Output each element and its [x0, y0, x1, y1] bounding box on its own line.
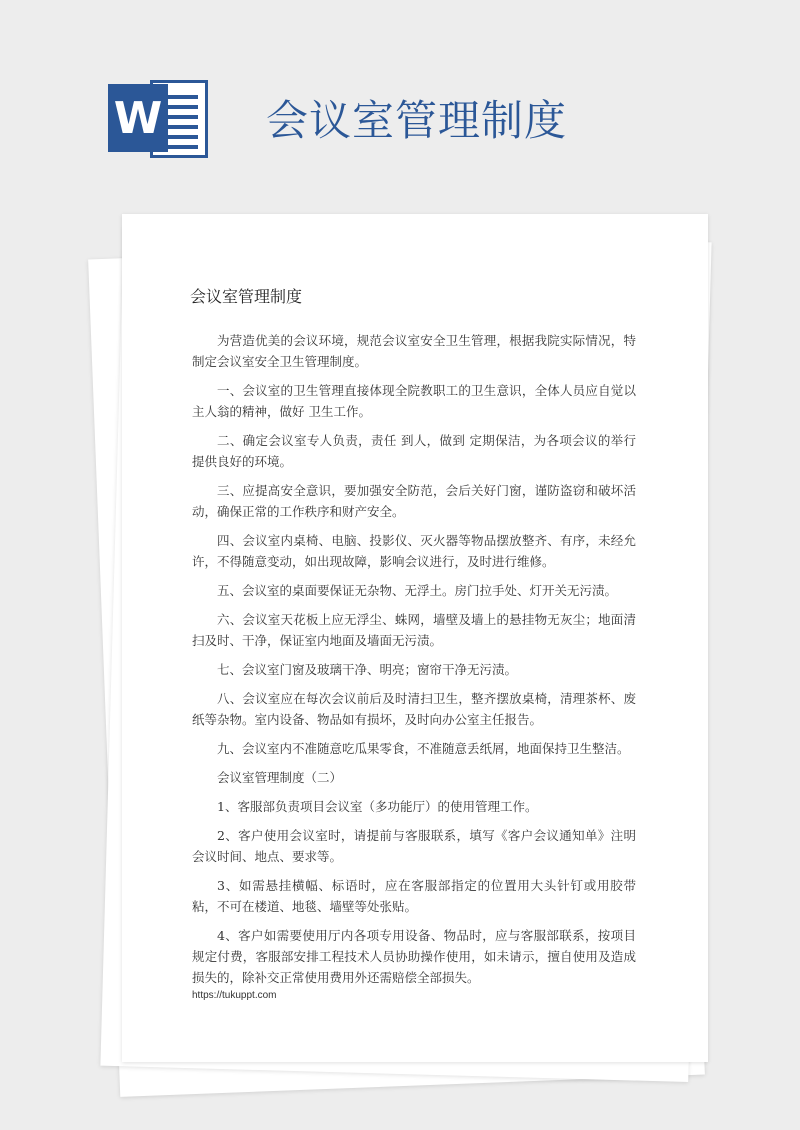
page-title: 会议室管理制度: [266, 96, 568, 145]
word-w-letter: W: [108, 84, 168, 152]
paragraph-1: 一、会议室的卫生管理直接体现全院教职工的卫生意识，全体人员应自觉以主人翁的精神，做好 卫生工作。: [192, 383, 636, 419]
paragraph-2: 二、确定会议室专人负责，责任 到人，做到 定期保洁，为各项会议的举行提供良好的环境。: [192, 433, 636, 469]
paragraph2-2: 2、客户使用会议室时，请提前与客服联系，填写《客户会议通知单》注明会议时间、地点、要求等。: [192, 828, 636, 864]
paragraph-intro: 为营造优美的会议环境，规范会议室安全卫生管理，根据我院实际情况，特制定会议室安全卫生管理制度。: [192, 333, 636, 369]
document-title: 会议室管理制度: [190, 287, 303, 306]
paragraph-8: 八、会议室应在每次会议前后及时清扫卫生，整齐摆放桌椅，清理茶杯、废纸等杂物。室内设备、物品如有损坏，及时向办公室主任报告。: [192, 691, 636, 727]
paragraph-4: 四、会议室内桌椅、电脑、投影仪、灭火器等物品摆放整齐、有序，未经允许，不得随意变动，如出现故障，影响会议进行，及时进行维修。: [192, 533, 636, 569]
paragraph-5: 五、会议室的桌面要保证无杂物、无浮土。房门拉手处、灯开关无污渍。: [217, 583, 618, 598]
paragraph-9: 九、会议室内不准随意吃瓜果零食，不准随意丢纸屑，地面保持卫生整洁。: [217, 741, 630, 756]
source-url: https://tukuppt.com: [192, 990, 277, 1001]
paragraph-3: 三、应提高安全意识，要加强安全防范，会后关好门窗，谨防盗窃和破坏活动，确保正常的工作秩序和财产安全。: [192, 483, 636, 519]
header: [108, 74, 708, 170]
paragraph-6: 六、会议室天花板上应无浮尘、蛛网，墙壁及墙上的悬挂物无灰尘；地面清扫及时、干净，保证室内地面及墙面无污渍。: [192, 612, 636, 648]
paragraph2-4: 4、客户如需要使用厅内各项专用设备、物品时，应与客服部联系，按项目规定付费，客服部安排工程技术人员协助操作使用，如未请示，擅自使用及造成损失的，除补交正常使用费用外还需赔偿全部损失。: [192, 928, 636, 985]
paragraph2-1: 1、客服部负责项目会议室（多功能厅）的使用管理工作。: [217, 799, 538, 814]
paragraph2-3: 3、如需悬挂横幅、标语时，应在客服部指定的位置用大头针钉或用胶带粘，不可在楼道、地毯、墙壁等处张贴。: [192, 878, 636, 914]
document-body: [192, 330, 636, 996]
section-subtitle: 会议室管理制度（二）: [217, 770, 343, 785]
paragraph-7: 七、会议室门窗及玻璃干净、明亮；窗帘干净无污渍。: [217, 662, 518, 677]
word-icon: [108, 74, 212, 164]
